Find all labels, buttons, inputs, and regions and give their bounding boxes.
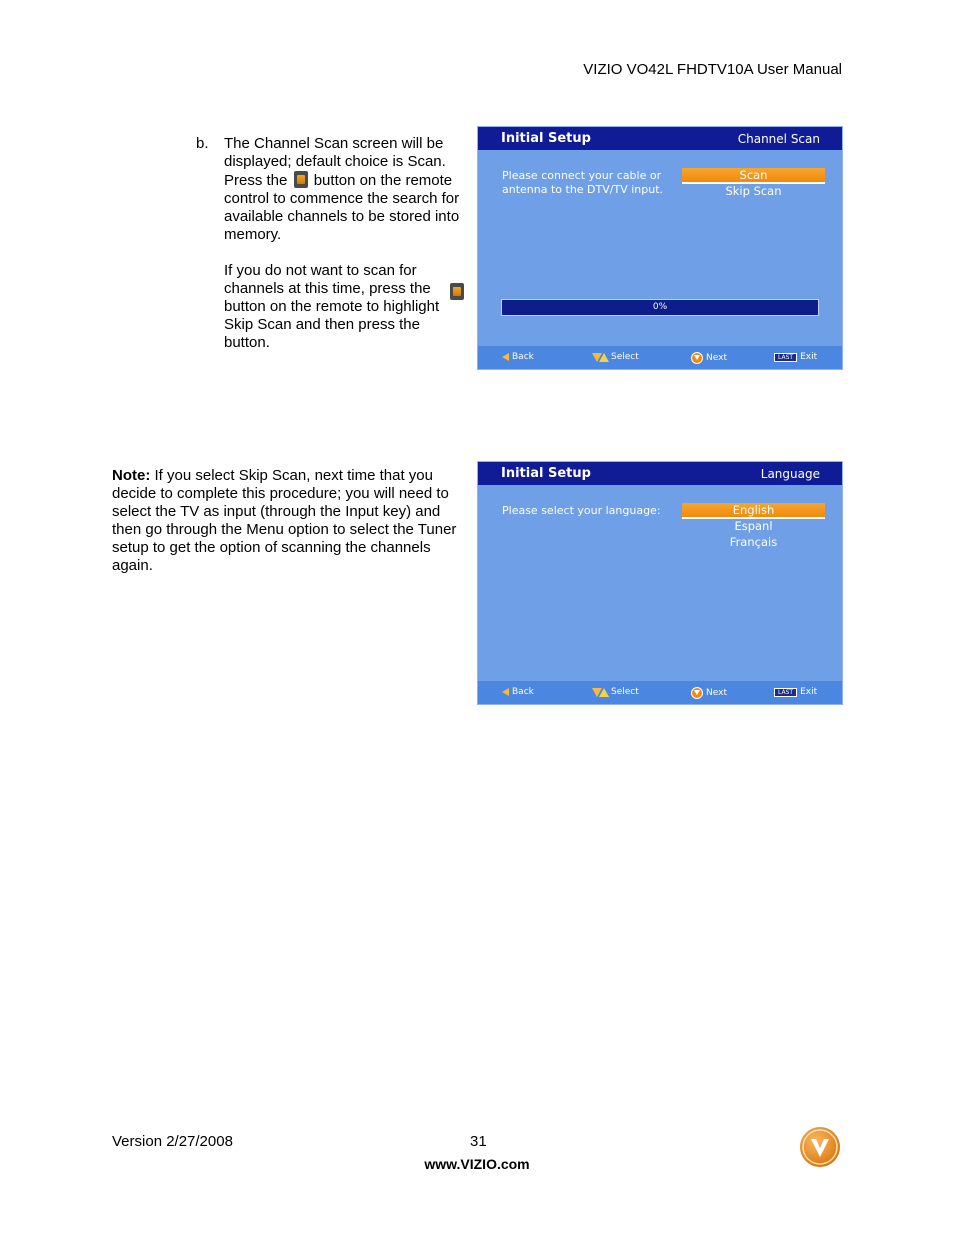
- option-skip-scan[interactable]: Skip Scan: [725, 184, 782, 198]
- scan-options-menu: [682, 168, 825, 200]
- step-label: b.: [196, 135, 209, 152]
- last-key-icon: LAST: [774, 353, 797, 362]
- nav-back[interactable]: [502, 352, 534, 362]
- language-options-menu: [682, 503, 825, 551]
- select-arrows-icon: [592, 353, 608, 362]
- scan-prompt: Please connect your cable or antenna to the DTV/TV input.: [502, 169, 664, 196]
- vizio-logo-icon: [800, 1127, 840, 1167]
- option-scan[interactable]: Scan: [682, 168, 825, 184]
- screen-title-bar: [478, 462, 842, 485]
- step-paragraph-1-end: button on the remote control to commence the search for available channels to be stored into memory.: [224, 172, 460, 243]
- option-espanol[interactable]: Espanl: [734, 519, 773, 533]
- nav-back-label: Back: [512, 352, 534, 362]
- nav-exit[interactable]: [774, 352, 817, 362]
- step-paragraph-2-start: If you do not want to scan for channels at this time, press the: [224, 262, 431, 297]
- option-english[interactable]: English: [682, 503, 825, 519]
- nav-select[interactable]: [592, 352, 639, 362]
- note-label: Note:: [112, 467, 151, 484]
- select-arrows-icon: [592, 688, 608, 697]
- scan-progress-bar: 0%: [501, 299, 819, 316]
- nav-select-label: Select: [611, 352, 639, 362]
- footer-version: Version 2/27/2008: [112, 1133, 233, 1150]
- step-paragraph-1-start: The Channel Scan screen will be displayed; default choice is Scan. Press the: [224, 135, 446, 189]
- screen-nav-bar: [478, 681, 842, 704]
- note-text: If you select Skip Scan, next time that you decide to complete this procedure; you will need to select the TV as input (through the Input key) and then go through the Menu option to select the Tuner setup to get the option of scanning the channels again.: [112, 467, 457, 574]
- option-francais[interactable]: Français: [729, 535, 778, 549]
- channel-scan-screen: [477, 126, 843, 370]
- nav-next[interactable]: [691, 352, 727, 364]
- screen-title-bar: [478, 127, 842, 150]
- nav-select-label: Select: [611, 687, 639, 697]
- nav-next[interactable]: [691, 687, 727, 699]
- remote-button-icon: [294, 171, 308, 188]
- screen-title: Initial Setup: [501, 466, 591, 481]
- back-arrow-icon: [502, 353, 509, 361]
- step-paragraph-2: [224, 262, 468, 352]
- language-prompt: Please select your language:: [502, 504, 661, 517]
- screen-nav-bar: [478, 346, 842, 369]
- last-key-icon: LAST: [774, 688, 797, 697]
- nav-next-label: Next: [706, 353, 727, 363]
- nav-next-label: Next: [706, 688, 727, 698]
- nav-exit[interactable]: [774, 687, 817, 697]
- nav-back[interactable]: [502, 687, 534, 697]
- screen-title: Initial Setup: [501, 131, 591, 146]
- channel-button-icon: [450, 283, 464, 300]
- nav-exit-label: Exit: [800, 687, 818, 697]
- vizio-next-icon: [691, 352, 703, 364]
- screen-section: Channel Scan: [737, 132, 820, 146]
- nav-exit-label: Exit: [800, 352, 818, 362]
- page-number: 31: [470, 1133, 487, 1150]
- language-screen: [477, 461, 843, 705]
- step-instructions: [224, 135, 468, 370]
- back-arrow-icon: [502, 688, 509, 696]
- nav-select[interactable]: [592, 687, 639, 697]
- note-paragraph: [112, 467, 466, 575]
- nav-back-label: Back: [512, 687, 534, 697]
- step-paragraph-1: [224, 135, 468, 244]
- vizio-next-icon: [691, 687, 703, 699]
- step-paragraph-2-end: button on the remote to highlight Skip Scan and then press the button.: [224, 298, 440, 351]
- screen-section: Language: [760, 467, 820, 481]
- footer-url: www.VIZIO.com: [424, 1156, 530, 1172]
- manual-title: VIZIO VO42L FHDTV10A User Manual: [583, 61, 842, 78]
